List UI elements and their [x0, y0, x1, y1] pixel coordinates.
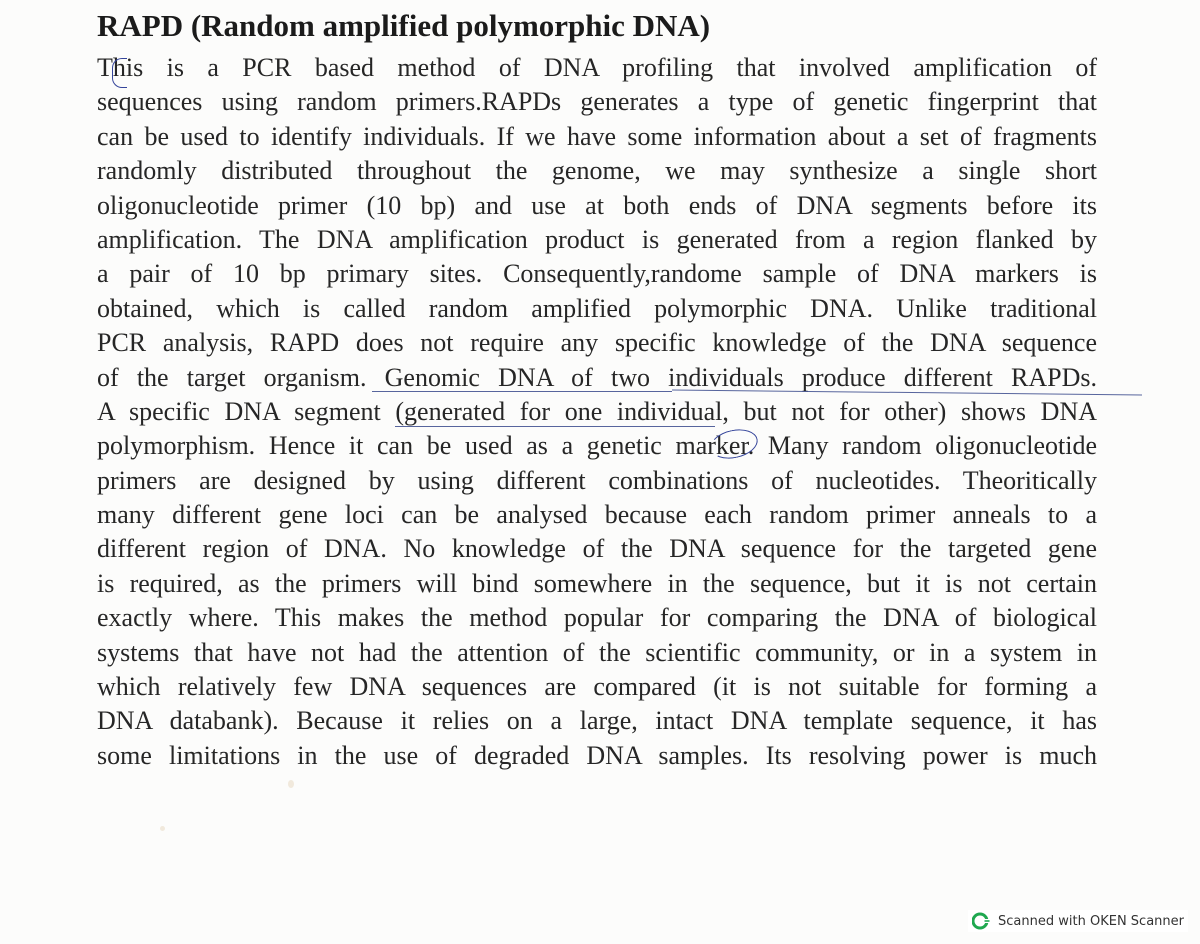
text-line: exactly where. This makes the method popular for comparing the DNA of biological: [97, 603, 1097, 633]
text-line: a pair of 10 bp primary sites. Consequently,randome sample of DNA markers is: [97, 259, 1097, 289]
text-line: of the target organism. Genomic DNA of two individuals produce different RAPDs.: [97, 362, 1097, 392]
watermark-text: Scanned with OKEN Scanner: [998, 913, 1184, 929]
scan-smudge: [288, 780, 294, 788]
text-line: which relatively few DNA sequences are compared (it is not suitable for forming a: [97, 672, 1097, 702]
text-line: polymorphism. Hence it can be used as a genetic marker. Many random oligonucleotide: [97, 431, 1097, 461]
text-line: some limitations in the use of degraded DNA samples. Its resolving power is much: [97, 740, 1097, 770]
text-line: obtained, which is called random amplified polymorphic DNA. Unlike traditional: [97, 293, 1097, 323]
text-line: A specific DNA segment (generated for one individual, but not for other) shows DNA: [97, 396, 1097, 426]
pen-underline-mark: [372, 391, 672, 392]
text-line: sequences using random primers.RAPDs generates a type of genetic fingerprint that: [97, 87, 1097, 117]
text-line: amplification. The DNA amplification product is generated from a region flanked by: [97, 224, 1097, 254]
text-line: randomly distributed throughout the genome, we may synthesize a single short: [97, 156, 1097, 186]
text-line: oligonucleotide primer (10 bp) and use at both ends of DNA segments before its: [97, 190, 1097, 220]
body-paragraph: [97, 51, 1097, 773]
text-line: can be used to identify individuals. If we have some information about a set of fragments: [97, 121, 1097, 151]
scanner-watermark: [968, 910, 1188, 932]
text-line: different region of DNA. No knowledge of the DNA sequence for the targeted gene: [97, 534, 1097, 564]
oken-scanner-logo-icon: [972, 912, 990, 930]
text-line: primers are designed by using different combinations of nucleotides. Theoritically: [97, 465, 1097, 495]
scan-smudge: [160, 826, 165, 831]
page-title: RAPD (Random amplified polymorphic DNA): [97, 8, 711, 43]
text-line: PCR analysis, RAPD does not require any specific knowledge of the DNA sequence: [97, 328, 1097, 358]
text-line: many different gene loci can be analysed because each random primer anneals to a: [97, 500, 1097, 530]
pen-underline-mark: [395, 426, 715, 427]
text-line: systems that have not had the attention of the scientific community, or in a system in: [97, 637, 1097, 667]
pen-bracket-mark: [112, 58, 127, 88]
text-line: is required, as the primers will bind somewhere in the sequence, but it is not certain: [97, 568, 1097, 598]
text-line: This is a PCR based method of DNA profiling that involved amplification of: [97, 53, 1097, 82]
text-line: DNA databank). Because it relies on a large, intact DNA template sequence, it has: [97, 706, 1097, 736]
